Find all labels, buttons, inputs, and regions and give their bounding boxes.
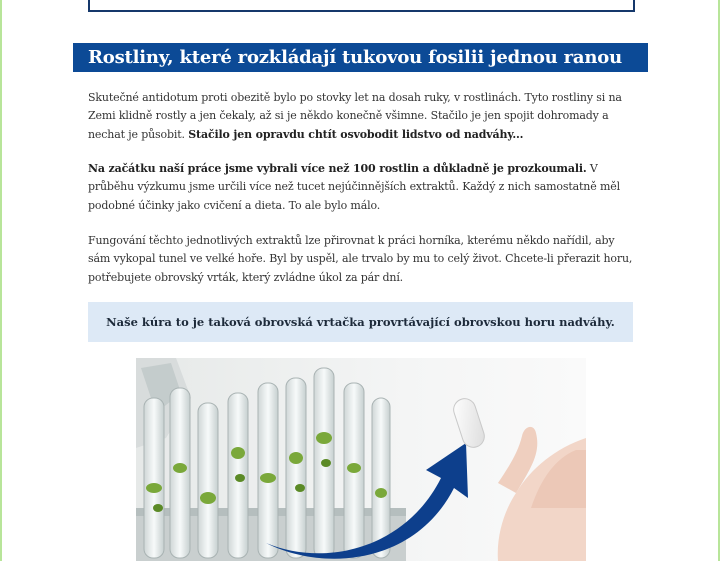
paragraph-miner-analogy: Fungování těchto jednotlivých extraktů lze přirovnat k práci horníka, kterému někdo nařídil, aby sám vykopal tunel ve velké hoře. Byl by uspěl, ale trvalo by mu to celý život. Chcete-li přerazit horu, potřebujete obrovský vrták, který zvládne úkol za pár dní. (88, 234, 633, 284)
section-heading: Rostliny, které rozkládají tukovou fosilii jednou ranou (73, 43, 648, 72)
paragraph-research-bold: Na začátku naší práce jsme vybrali více než 100 rostlin a důkladně je prozkoumali. (88, 162, 587, 175)
paragraph-intro-bold: Stačilo jen opravdu chtít osvobodit lidstvo od nadváhy... (188, 127, 524, 141)
previous-section-box (88, 0, 635, 12)
product-lab-image (136, 358, 586, 561)
paragraph-intro (88, 89, 636, 144)
page-border-left (0, 0, 2, 561)
highlight-quote: Naše kúra to je taková obrovská vrtačka provrtávající obrovskou horu nadváhy. (88, 302, 633, 342)
paragraph-intro-text: Skutečné antidotum proti obezitě bylo po stovky let na dosah ruky, v rostlinách. Tyto rostliny si na Zemi klidně rostly a jen čekaly, až si je někdo konečně všimne. Stačilo je jen spojit dohromady a nechat je působit. (88, 91, 622, 141)
paragraph-research-text: V průběhu výzkumu jsme určili více než tucet nejúčinnějších extraktů. Každý z nich samostatně měl podobné účinky jako cvičení a dieta. To ale bylo málo. (88, 162, 620, 212)
paragraph-research (88, 160, 636, 215)
test-tubes (144, 368, 390, 558)
